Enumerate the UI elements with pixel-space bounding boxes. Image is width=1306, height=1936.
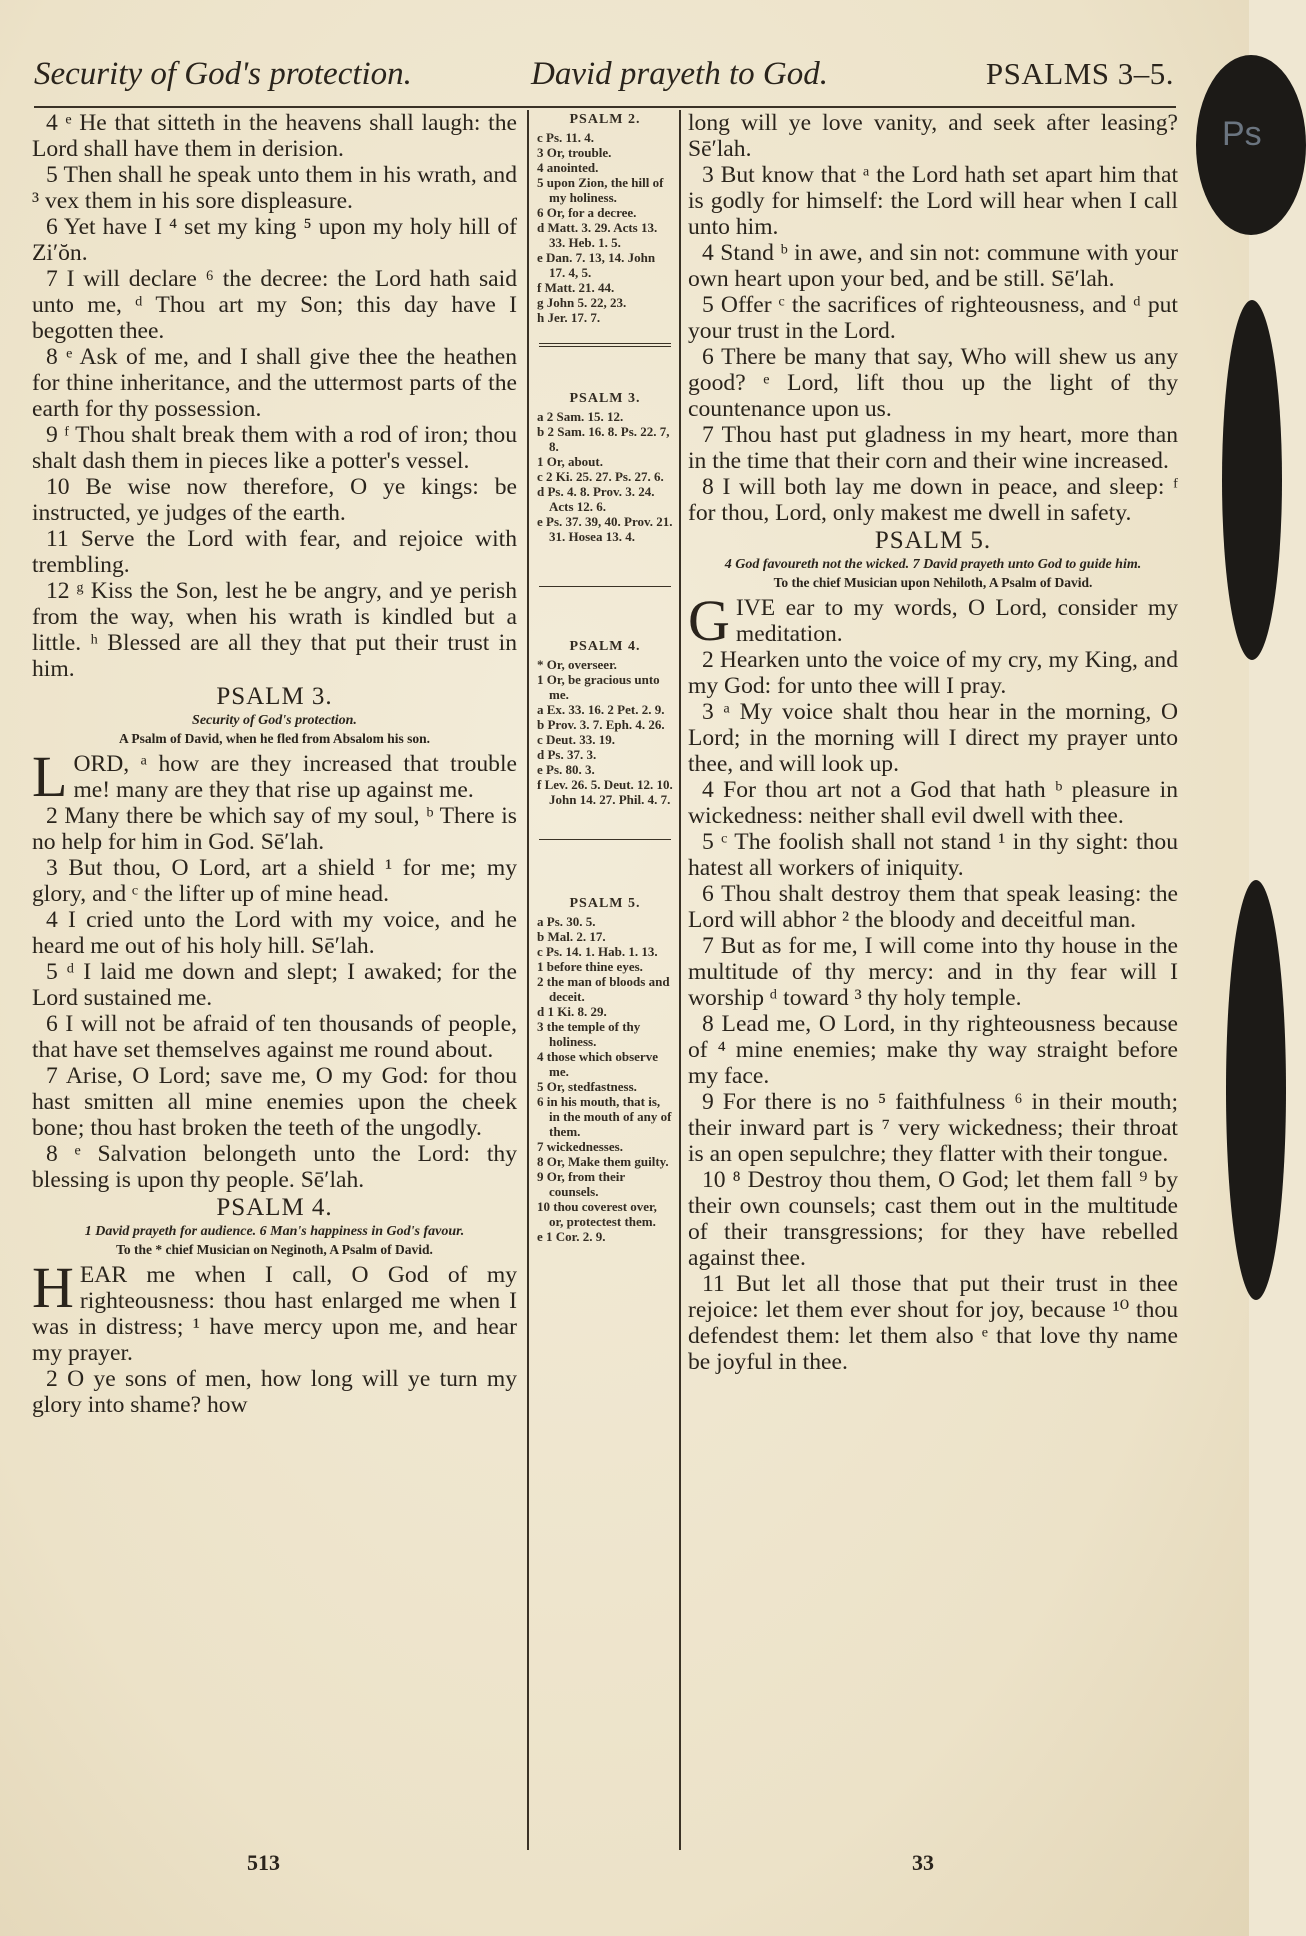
margin-note: 5 Or, stedfastness. — [537, 1079, 637, 1094]
margin-note: e 1 Cor. 2. 9. — [537, 1229, 606, 1244]
verse: 2 Hearken unto the voice of my cry, my King, and my God: for unto thee will I pray. — [688, 647, 1178, 699]
margin-note: 6 Or, for a decree. — [537, 205, 637, 220]
column-divider-left — [527, 110, 529, 1850]
margin-note: h Jer. 17. 7. — [537, 310, 601, 325]
running-header — [34, 56, 1174, 100]
margin-note: 10 thou coverest over, or, protectest them. — [537, 1199, 657, 1229]
margin-note: 8 Or, Make them guilty. — [537, 1154, 669, 1169]
margin-note: 9 Or, from their counsels. — [537, 1169, 625, 1199]
verse: 9 For there is no ⁵ faithfulness ⁶ in their mouth; their inward part is ⁷ very wickedness; their throat is an open sepulchre; they flatter with their tongue. — [688, 1089, 1178, 1167]
margin-note: a Ps. 30. 5. — [537, 914, 596, 929]
verse: 6 Thou shalt destroy them that speak leasing: the Lord will abhor ² the bloody and deceitful man. — [688, 881, 1178, 933]
verse: 6 Yet have I ⁴ set my king ⁵ upon my holy hill of Zi′ŏn. — [32, 214, 517, 266]
margin-note: a Ex. 33. 16. 2 Pet. 2. 9. — [537, 702, 665, 717]
right-text-column — [688, 110, 1178, 1375]
verse: ORD, ᵃ how are they increased that trouble me! many are they that rise up against me. — [73, 751, 517, 803]
verse: 5 Then shall he speak unto them in his wrath, and ³ vex them in his sore displeasure. — [32, 162, 517, 214]
verse: 3 ᵃ My voice shalt thou hear in the morning, O Lord; in the morning will I direct my prayer unto thee, and will look up. — [688, 699, 1178, 777]
margin-note: 1 Or, about. — [537, 454, 603, 469]
verse: 8 I will both lay me down in peace, and sleep: ᶠ for thou, Lord, only makest me dwell in safety. — [688, 474, 1178, 526]
margin-note: b Prov. 3. 7. Eph. 4. 26. — [537, 717, 665, 732]
margin-note: 1 before thine eyes. — [537, 959, 643, 974]
thumb-index-tab-2[interactable] — [1222, 300, 1282, 660]
margin-note: 5 upon Zion, the hill of my holiness. — [537, 175, 664, 205]
verse: 2 Many there be which say of my soul, ᵇ There is no help for him in God. Sē′lah. — [32, 803, 517, 855]
psalm-heading: PSALM 3. — [216, 683, 333, 710]
verse: 10 Be wise now therefore, O ye kings: be instructed, ye judges of the earth. — [32, 474, 517, 526]
margin-note: c 2 Ki. 25. 27. Ps. 27. 6. — [537, 469, 664, 484]
psalm-superscription: A Psalm of David, when he fled from Absalom his son. — [118, 731, 431, 746]
drop-cap: H — [32, 1255, 74, 1320]
verse: 8 ᵉ Ask of me, and I shall give thee the heathen for thine inheritance, and the uttermost parts of the earth for thy possession. — [32, 344, 517, 422]
thumb-index-tab[interactable] — [1196, 55, 1306, 235]
margin-note: 4 those which observe me. — [537, 1049, 658, 1079]
verse: 4 Stand ᵇ in awe, and sin not: commune with your own heart upon your bed, and be still. Sē′lah. — [688, 240, 1178, 292]
verse: 7 Arise, O Lord; save me, O my God: for thou hast smitten all mine enemies upon the cheek bone; thou hast broken the teeth of the ungodly. — [32, 1063, 517, 1141]
verse: 6 There be many that say, Who will shew us any good? ᵉ Lord, lift thou up the light of thy countenance upon us. — [688, 344, 1178, 422]
margin-note: 3 Or, trouble. — [537, 145, 612, 160]
margin-note: * Or, overseer. — [537, 657, 617, 672]
header-left: Security of God's protection. — [34, 56, 412, 92]
drop-cap: L — [32, 744, 68, 809]
margin-note: e Ps. 37. 39, 40. Prov. 21. 31. Hosea 13. 4. — [537, 514, 673, 544]
margin-note: d Ps. 4. 8. Prov. 3. 24. Acts 12. 6. — [537, 484, 655, 514]
psalm-summary: Security of God's protection. — [192, 713, 357, 728]
margin-note: e Dan. 7. 13, 14. John 17. 4, 5. — [537, 250, 656, 280]
verse: 4 I cried unto the Lord with my voice, and he heard me out of his holy hill. Sē′lah. — [32, 907, 517, 959]
margin-note: d 1 Ki. 8. 29. — [537, 1004, 607, 1019]
verse: 4 For thou art not a God that hath ᵇ pleasure in wickedness: neither shall evil dwell with thee. — [688, 777, 1178, 829]
verse: 7 But as for me, I will come into thy house in the multitude of thy mercy: and in thy fear will I worship ᵈ toward ³ thy holy temple. — [688, 933, 1178, 1011]
margin-note: c Ps. 11. 4. — [537, 130, 595, 145]
psalm-superscription: To the chief Musician upon Nehiloth, A Psalm of David. — [773, 575, 1093, 590]
verse: 4 ᵉ He that sitteth in the heavens shall laugh: the Lord shall have them in derision. — [32, 110, 517, 162]
header-right: PSALMS 3–5. — [985, 56, 1174, 91]
verse: long will ye love vanity, and seek after leasing? Sē′lah. — [688, 110, 1178, 162]
verse: 7 Thou hast put gladness in my heart, more than in the time that their corn and their wine increased. — [688, 422, 1178, 474]
verse: 11 Serve the Lord with fear, and rejoice with trembling. — [32, 526, 517, 578]
verse: 12 ᵍ Kiss the Son, lest he be angry, and ye perish from the way, when his wrath is kindled but a little. ʰ Blessed are all they that put their trust in him. — [32, 578, 517, 682]
margin-note: 3 the temple of thy holiness. — [537, 1019, 641, 1049]
margin-note: d Matt. 3. 29. Acts 13. 33. Heb. 1. 5. — [537, 220, 658, 250]
verse: 9 ᶠ Thou shalt break them with a rod of iron; thou shalt dash them in pieces like a potter's vessel. — [32, 422, 517, 474]
margin-note: g John 5. 22, 23. — [537, 295, 627, 310]
margin-note: d Ps. 37. 3. — [537, 747, 597, 762]
verse: 5 Offer ᶜ the sacrifices of righteousness, and ᵈ put your trust in the Lord. — [688, 292, 1178, 344]
margin-note: c Deut. 33. 19. — [537, 732, 615, 747]
psalm-summary: 4 God favoureth not the wicked. 7 David prayeth unto God to guide him. — [724, 557, 1142, 572]
verse: 3 But thou, O Lord, art a shield ¹ for me; my glory, and ᶜ the lifter up of mine head. — [32, 855, 517, 907]
margin-note: b Mal. 2. 17. — [537, 929, 606, 944]
margin-note: f Lev. 26. 5. Deut. 12. 10. John 14. 27. Phil. 4. 7. — [537, 777, 673, 807]
verse: IVE ear to my words, O Lord, consider my meditation. — [735, 595, 1178, 647]
psalm-heading: PSALM 5. — [874, 527, 992, 554]
psalm-summary: 1 David prayeth for audience. 6 Man's happiness in God's favour. — [84, 1224, 465, 1239]
tab-label: Ps — [1222, 115, 1262, 153]
margin-note: 7 wickednesses. — [537, 1139, 623, 1154]
margin-heading: PSALM 2. — [569, 112, 641, 127]
verse: 7 I will declare ⁶ the decree: the Lord hath said unto me, ᵈ Thou art my Son; this day have I begotten thee. — [32, 266, 517, 344]
drop-cap: G — [688, 588, 730, 653]
verse: 2 O ye sons of men, how long will ye turn my glory into shame? how — [32, 1366, 517, 1418]
margin-note: 1 Or, be gracious unto me. — [537, 672, 660, 702]
psalm-heading: PSALM 4. — [216, 1194, 333, 1221]
page-number-left: 513 — [247, 1850, 280, 1875]
thumb-index-tab-3[interactable] — [1226, 880, 1286, 1300]
header-middle: David prayeth to God. — [531, 56, 828, 92]
verse: 3 But know that ᵃ the Lord hath set apart him that is godly for himself: the Lord will hear when I call unto him. — [688, 162, 1178, 240]
margin-heading: PSALM 5. — [569, 896, 641, 911]
verse: 10 ⁸ Destroy thou them, O God; let them fall ⁹ by their own counsels; cast them out in the multitude of their transgressions; for they have rebelled against thee. — [688, 1167, 1178, 1271]
margin-note: f Matt. 21. 44. — [537, 280, 615, 295]
margin-note: 2 the man of bloods and deceit. — [537, 974, 670, 1004]
center-reference-column — [537, 112, 673, 1244]
verse: 8 ᵉ Salvation belongeth unto the Lord: thy blessing is upon thy people. Sē′lah. — [32, 1141, 517, 1193]
margin-note: 6 in his mouth, that is, in the mouth of any of them. — [537, 1094, 672, 1139]
page-number-right: 33 — [912, 1850, 934, 1875]
column-divider-right — [679, 110, 681, 1850]
psalm-superscription: To the * chief Musician on Neginoth, A Psalm of David. — [116, 1242, 433, 1257]
verse: 5 ᵈ I laid me down and slept; I awaked; for the Lord sustained me. — [32, 959, 517, 1011]
verse: EAR me when I call, O God of my righteousness: thou hast enlarged me when I was in distress; ¹ have mercy upon me, and hear my prayer. — [32, 1262, 517, 1366]
margin-heading: PSALM 3. — [569, 391, 641, 406]
verse: 11 But let all those that put their trust in thee rejoice: let them ever shout for joy, because ¹⁰ thou defendest them: let them also ᵉ that love thy name be joyful in thee. — [688, 1271, 1178, 1375]
header-rule — [34, 106, 1176, 108]
margin-note: b 2 Sam. 16. 8. Ps. 22. 7, 8. — [537, 424, 670, 454]
verse: 6 I will not be afraid of ten thousands of people, that have set themselves against me round about. — [32, 1011, 517, 1063]
margin-note: c Ps. 14. 1. Hab. 1. 13. — [537, 944, 658, 959]
verse: 8 Lead me, O Lord, in thy righteousness because of ⁴ mine enemies; make thy way straight before my face. — [688, 1011, 1178, 1089]
left-text-column — [32, 110, 517, 1418]
margin-heading: PSALM 4. — [569, 639, 641, 654]
verse: 5 ᶜ The foolish shall not stand ¹ in thy sight: thou hatest all workers of iniquity. — [688, 829, 1178, 881]
margin-note: 4 anointed. — [537, 160, 599, 175]
margin-note: e Ps. 80. 3. — [537, 762, 595, 777]
margin-note: a 2 Sam. 15. 12. — [537, 409, 624, 424]
